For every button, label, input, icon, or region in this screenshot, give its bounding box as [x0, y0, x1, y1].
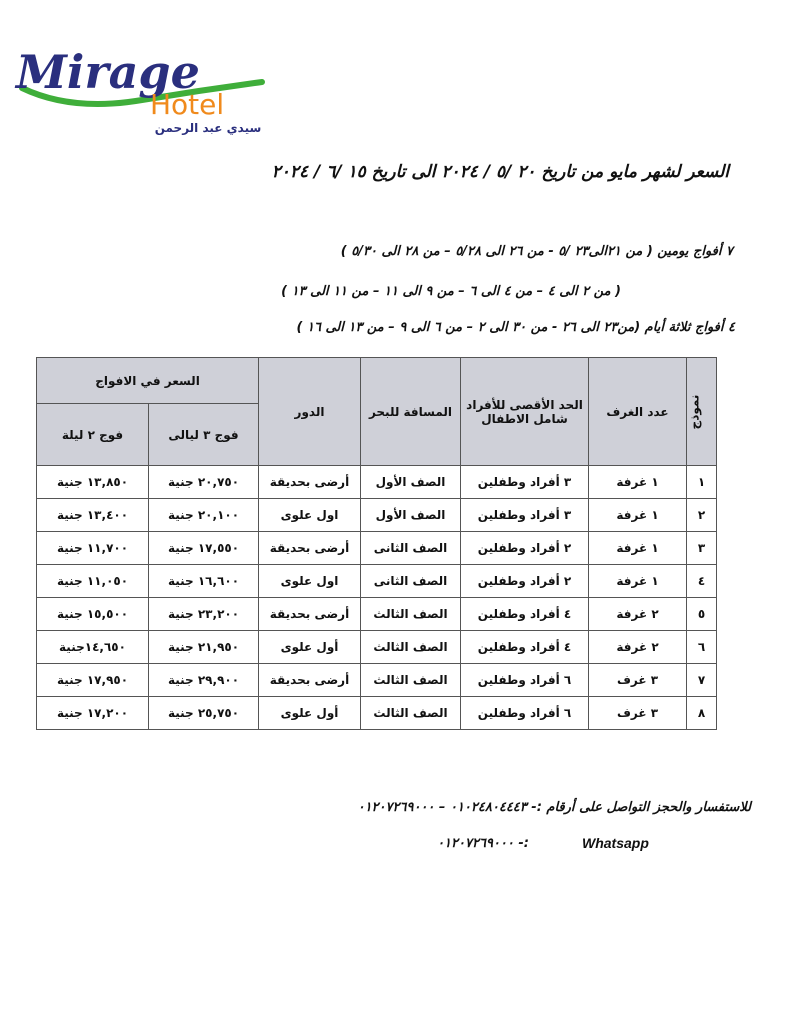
rooms-cell: ٢ غرفة — [589, 598, 687, 631]
floor-cell: أرضى بحديقة — [259, 466, 361, 499]
persons-cell: ٢ أفراد وطفلين — [461, 532, 589, 565]
floor-cell: أرضى بحديقة — [259, 664, 361, 697]
rooms-cell: ١ غرفة — [589, 532, 687, 565]
persons-cell: ٢ أفراد وطفلين — [461, 565, 589, 598]
group-price-header: السعر في الافواج — [37, 358, 259, 404]
three-nights-price: ٢٣,٢٠٠ جنية — [149, 598, 259, 631]
rooms-cell: ١ غرفة — [589, 466, 687, 499]
distance-cell: الصف الأول — [361, 466, 461, 499]
distance-cell: الصف الثانى — [361, 532, 461, 565]
whatsapp-label: Whatsapp — [582, 835, 649, 851]
table-row — [37, 499, 717, 532]
price-period-title: السعر لشهر مايو من تاريخ ٢٠ /٥ / ٢٠٢٤ الى تاريخ ١٥ /٦ / ٢٠٢٤ — [271, 162, 729, 182]
mirage-hotel-logo — [12, 40, 302, 135]
model-cell: ٦ — [687, 631, 717, 664]
rooms-cell: ٢ غرفة — [589, 631, 687, 664]
persons-cell: ٦ أفراد وطفلين — [461, 664, 589, 697]
model-cell: ٧ — [687, 664, 717, 697]
three-nights-price: ٢٩,٩٠٠ جنية — [149, 664, 259, 697]
three-nights-price: ٢١,٩٥٠ جنية — [149, 631, 259, 664]
max-persons-header: الحد الأقصى للأفراد شامل الاطفال — [461, 358, 589, 466]
two-nights-price: ١٥,٥٠٠ جنية — [37, 598, 149, 631]
persons-cell: ٣ أفراد وطفلين — [461, 499, 589, 532]
floor-cell: أول علوى — [259, 697, 361, 730]
three-nights-header: فوج ٣ ليالى — [149, 404, 259, 466]
rooms-cell: ١ غرفة — [589, 499, 687, 532]
floor-cell: أرضى بحديقة — [259, 598, 361, 631]
distance-cell: الصف الثالث — [361, 631, 461, 664]
two-day-groups-line: ٧ أفواج يومين ( من ٢١الى٢٣ /٥ - من ٢٦ الى ٥/٢٨ – من ٢٨ الى ٥/٣٠ ) — [340, 244, 733, 259]
three-nights-price: ٢٥,٧٥٠ جنية — [149, 697, 259, 730]
whatsapp-number: :- ٠١٢٠٧٢٦٩٠٠٠ — [437, 836, 529, 851]
floor-cell: اول علوى — [259, 499, 361, 532]
persons-cell: ٣ أفراد وطفلين — [461, 466, 589, 499]
two-nights-price: ١١,٠٥٠ جنية — [37, 565, 149, 598]
floor-cell: أرضى بحديقة — [259, 532, 361, 565]
two-nights-price: ١١,٧٠٠ جنية — [37, 532, 149, 565]
model-cell: ٤ — [687, 565, 717, 598]
table-row — [37, 598, 717, 631]
persons-cell: ٤ أفراد وطفلين — [461, 631, 589, 664]
distance-cell: الصف الأول — [361, 499, 461, 532]
table-row — [37, 631, 717, 664]
two-nights-price: ١٧,٢٠٠ جنية — [37, 697, 149, 730]
two-nights-header: فوج ٢ ليلة — [37, 404, 149, 466]
table-row — [37, 466, 717, 499]
svg-text:Mirage: Mirage — [16, 45, 200, 99]
three-nights-price: ١٦,٦٠٠ جنية — [149, 565, 259, 598]
model-header: نموذج — [687, 358, 717, 466]
floor-cell: اول علوى — [259, 565, 361, 598]
svg-text:سيدي عبد الرحمن: سيدي عبد الرحمن — [154, 121, 262, 135]
model-cell: ٥ — [687, 598, 717, 631]
model-cell: ١ — [687, 466, 717, 499]
rooms-cell: ٣ غرف — [589, 664, 687, 697]
three-day-groups-line: ٤ أفواج ثلاثة أيام (من٢٣ الى ٢٦ - من ٣٠ الى ٢ – من ٦ الى ٩ – من ١٣ الى ١٦ ) — [296, 320, 735, 335]
rooms-cell: ١ غرفة — [589, 565, 687, 598]
table-row — [37, 532, 717, 565]
two-nights-price: ١٣,٤٠٠ جنية — [37, 499, 149, 532]
three-nights-price: ٢٠,١٠٠ جنية — [149, 499, 259, 532]
two-nights-price: ١٣,٨٥٠ جنية — [37, 466, 149, 499]
two-nights-price: ١٤,٦٥٠جنية — [37, 631, 149, 664]
rooms-cell: ٣ غرف — [589, 697, 687, 730]
three-nights-price: ٢٠,٧٥٠ جنية — [149, 466, 259, 499]
distance-cell: الصف الثالث — [361, 697, 461, 730]
model-cell: ٢ — [687, 499, 717, 532]
distance-cell: الصف الثالث — [361, 664, 461, 697]
rooms-header: عدد الغرف — [589, 358, 687, 466]
floor-header: الدور — [259, 358, 361, 466]
table-row — [37, 664, 717, 697]
table-row — [37, 697, 717, 730]
svg-text:Hotel: Hotel — [150, 88, 225, 121]
sea-distance-header: المسافة للبحر — [361, 358, 461, 466]
three-nights-price: ١٧,٥٥٠ جنية — [149, 532, 259, 565]
persons-cell: ٤ أفراد وطفلين — [461, 598, 589, 631]
price-table — [36, 357, 717, 730]
two-nights-price: ١٧,٩٥٠ جنية — [37, 664, 149, 697]
floor-cell: أول علوى — [259, 631, 361, 664]
two-day-groups-line-2: ( من ٢ الى ٤ – من ٤ الى ٦ – من ٩ الى ١١ – من ١١ الى ١٣ ) — [281, 284, 621, 299]
distance-cell: الصف الثالث — [361, 598, 461, 631]
persons-cell: ٦ أفراد وطفلين — [461, 697, 589, 730]
model-cell: ٣ — [687, 532, 717, 565]
model-cell: ٨ — [687, 697, 717, 730]
table-row — [37, 565, 717, 598]
contact-line: للاستفسار والحجز التواصل على أرقام :- ٠١٠٢٤٨٠٤٤٤٣ – ٠١٢٠٧٢٦٩٠٠٠ — [357, 800, 751, 815]
distance-cell: الصف الثانى — [361, 565, 461, 598]
